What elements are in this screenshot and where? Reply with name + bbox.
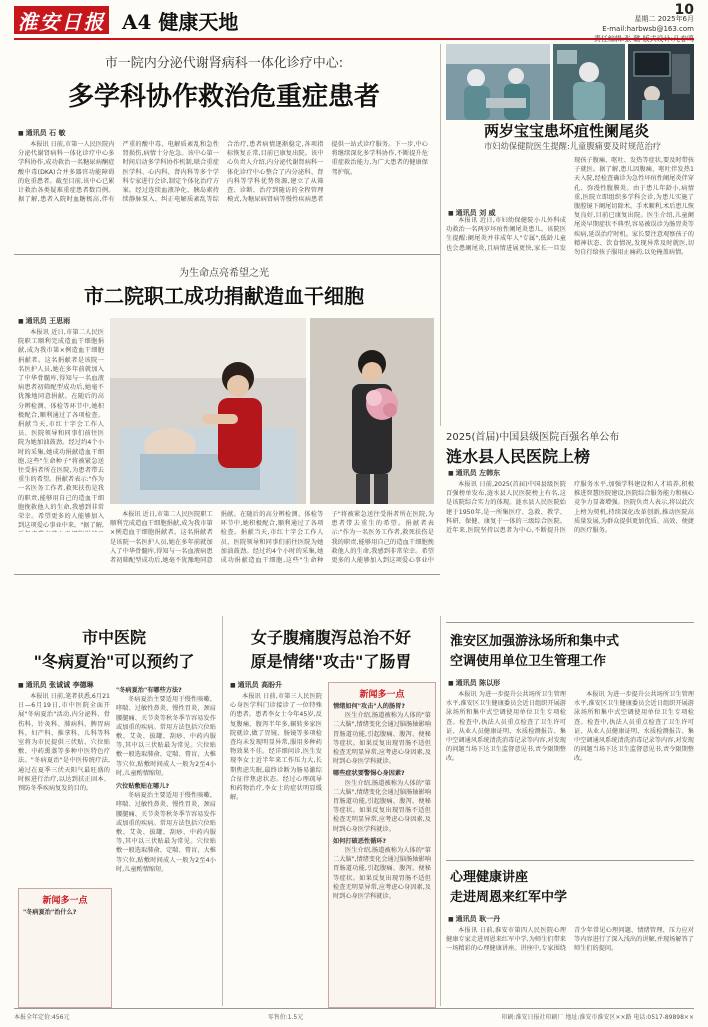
divider-c — [446, 622, 694, 623]
article7-body: 本报讯 为进一步提升公共场所卫生管理水平,淮安区卫生健康委员会近日组织开展游泳场所和集中式空调使用单位卫生专项检查。检查中,执法人员重点检查了卫生许可证、从业人员健康证明、水质检测报告、集中空调通风系统清洗消毒记录等内容,对发现的问题当场下达卫生监督意见书,责令限期整改。 本报讯 为进一步提升公共场所卫生管理水平,淮安区卫生健康委员会近日组织开展游泳场所和集中式空调使用单位卫生专项检查。检查中,执法人员重点检查了卫生许可证、从业人员健康证明、水质检测报告、集中空调通风系统清洗消毒记录等内容,对发现的问题当场下达卫生监督意见书,责令限期整改。 — [446, 691, 694, 763]
article3-photo-main — [110, 318, 306, 504]
column-divider-3 — [440, 616, 441, 1006]
article1-body: 本报讯 日前,市第一人民医院内分泌代谢肾病科一体化诊疗中心多学科协作,成功救治一名糖尿病酮症酸中毒(DKA)合并多器官功能障碍的危重患者。截至目前,该中心已累计救治各类疑难重症患者数百例。据了解,患者入院时血糖极高,伴有严重的酸中毒、电解质紊乱和急性肾损伤,病情十分危急。该中心第一时间启动多学科协作机制,联合重症医学科、心内科、肾内科等多个学科专家进行会诊,制定个体化治疗方案。经过连续血液净化、胰岛素持续静脉泵入、纠正电解质紊乱等综合治疗,患者病情逐渐稳定,各项指标恢复正常,目前已康复出院。该中心负责人介绍,内分泌代谢肾病科一体化诊疗中心整合了内分泌科、肾内科等学科优势资源,建立了从筛查、诊断、治疗到随访的全程管理模式,为糖尿病肾病等慢性疾病患者提供一站式诊疗服务。下一步,中心将继续深化多学科协作,不断提升危重症救治能力,为广大患者的健康保驾护航。 — [18, 141, 428, 204]
article8-headline-line2: 走进周恩来红军中学 — [450, 890, 568, 905]
article7-headline-line1: 淮安区加强游泳场所和集中式 — [450, 634, 620, 649]
divider-b — [14, 574, 440, 575]
article6-headline — [226, 626, 436, 674]
footer-price: 本报全年定价:456元 — [14, 1014, 70, 1021]
article3-headline: 市二院职工成功捐献造血干细胞 — [84, 284, 364, 308]
article6-sidebar-q3: 如何打破恶性循环? — [333, 837, 387, 845]
article3-kicker: 为生命点亮希望之光 — [179, 268, 269, 279]
edition-title: A4 健康天地 — [122, 10, 239, 34]
article2-subhead: 市妇幼保健院医生提醒:儿童腹痛要及时规范治疗 — [484, 141, 662, 151]
article3-byline: ■ 通讯员 王思雨 — [18, 316, 70, 326]
article5-sidebar-column: "冬病夏治"有哪些方法? 冬病夏治主要适用于慢性咳嗽、哮喘、过敏性鼻炎、慢性胃炎、颈肩腰腿痛、关节炎等秋冬季节容易发作或加重的疾病。常用方法包括穴位贴敷、艾灸、拔罐、刮痧、中药内服等,其中以三伏贴最为常见。穴位贴敷一般选取肺俞、定喘、膏肓、大椎等穴位,贴敷时间成人一般为2至4小时,儿童酌情缩短。 穴位贴敷贴在哪儿? 冬病夏治主要适用于慢性咳嗽、哮喘、过敏性鼻炎、慢性胃炎、颈肩腰腿痛、关节炎等秋冬季节容易发作或加重的疾病。常用方法包括穴位贴敷、艾灸、拔罐、刮痧、中药内服等,其中以三伏贴最为常见。穴位贴敷一般选取肺俞、定喘、膏肓、大椎等穴位,贴敷时间成人一般为2至4小时,儿童酌情缩短。 — [116, 687, 216, 873]
divider-d — [446, 860, 694, 861]
article2-photo-left — [446, 44, 550, 120]
article6-body: 本报讯 日前,市第三人民医院心身医学科门诊接诊了一位特殊的患者。患者李女士今年45岁,反复腹痛、腹泻半年多,辗转多家医院就诊,做了胃镜、肠镜等多项检查均未发现明显异常,服用多种药物效果不佳。经详细问诊,医生发现李女士近半年来工作压力大,长期焦虑失眠,最终诊断为肠易激综合征伴焦虑状态。经过心理疏导和药物治疗,李女士的症状明显缓解。 — [230, 693, 322, 802]
footer-retail: 零售价:1.5元 — [267, 1014, 304, 1021]
article5-sidebar-q2: "冬病夏治"有哪些方法? — [116, 687, 182, 694]
column-divider-2 — [222, 616, 223, 1006]
article2-photo-mid — [553, 44, 625, 120]
article5-sidebar-box — [18, 888, 112, 1008]
footer — [14, 1012, 694, 1021]
article5-sidebar-q1: "冬病夏治"治什么? — [23, 909, 77, 916]
article2-photo-right — [628, 44, 694, 120]
article8-byline: ■ 通讯员 耿一丹 — [448, 914, 500, 924]
article8-headline-line1: 心理健康讲座 — [450, 870, 529, 885]
article1-kicker: 市一院内分泌代谢肾病科一体化诊疗中心: — [104, 56, 344, 71]
article6-sidebar-q2: 哪些症状要警惕心身因素? — [333, 770, 405, 778]
article4-byline: ■ 通讯员 左韩东 — [448, 468, 500, 478]
article8-body: 本报讯 日前,淮安市第四人民医院心理健康专家走进周恩来红军中学,为师生们带来一场精彩的心理健康讲座。讲座中,专家围绕青少年常见心理问题、情绪管理、压力应对等内容进行了深入浅出的讲解,并现场解答了师生们的提问。 — [446, 927, 694, 953]
article6-sidebar-box — [328, 682, 436, 1008]
article4-kicker: 2025(首届)中国县级医院百强名单公布 — [446, 432, 620, 443]
column-divider — [440, 44, 441, 426]
divider-a — [14, 254, 440, 255]
article6-byline: ■ 通讯员 高盼升 — [230, 680, 282, 690]
article3-photo-side — [310, 318, 434, 504]
article2-body: 本报讯 近日,市妇幼保健院小儿外科成功救治一名两岁坏疽性阑尾炎患儿。该院医生提醒:阑尾炎并非成年人"专属",低龄儿童也会患阑尾炎,且病情进展更快,家长一旦发现孩子腹痛、呕吐、发热等症状,要及时带孩子就医。据了解,患儿因腹痛、呕吐伴发热1天入院,经检查确诊为急性坏疽性阑尾炎伴穿孔、弥漫性腹膜炎。由于患儿年龄小,病情重,医院立即组织多学科会诊,为患儿实施了腹腔镜下阑尾切除术。手术顺利,术后患儿恢复良好,目前已康复出院。医生介绍,儿童阑尾炎早期症状不典型,容易被误诊为肠胃炎等疾病,延误治疗时机。家长要注意观察孩子的精神状态、饮食情况,发现异常及时就医,切勿自行给孩子服用止痛药,以免掩盖病情。 — [446, 157, 694, 257]
article6-sidebar-title: 新闻多一点 — [359, 690, 405, 700]
article5-byline: ■ 通讯员 张诚诚 李德琳 — [18, 680, 94, 690]
footer-rule — [14, 1008, 694, 1009]
article6-sidebar-content: 情绪如何"攻击"人的肠胃? 医生介绍,肠道被称为人体的"第二大脑",情绪变化会通过脑肠轴影响胃肠道功能,引起腹痛、腹泻、便秘等症状。如果反复出现胃肠不适但检查无明显异常,应考虑心身因素,及时到心身医学科就诊。 哪些症状要警惕心身因素? 医生介绍,肠道被称为人体的"第二大脑",情绪变化会通过脑肠轴影响胃肠道功能,引起腹痛、腹泻、便秘等症状。如果反复出现胃肠不适但检查无明显异常,应考虑心身因素,及时到心身医学科就诊。 如何打破恶性循环? 医生介绍,肠道被称为人体的"第二大脑",情绪变化会通过脑肠轴影响胃肠道功能,引起腹痛、腹泻、便秘等症状。如果反复出现胃肠不适但检查无明显异常,应考虑心身因素,及时到心身医学科就诊。 — [333, 703, 431, 901]
article1-headline: 多学科协作救治危重症患者 — [67, 82, 380, 112]
article5-headline-line2: "冬病夏治"可以预约了 — [33, 652, 195, 671]
article8-headline — [450, 868, 694, 908]
article2-byline: ■ 通讯员 刘 威 — [448, 208, 496, 218]
article2-headline: 两岁宝宝患坏疽性阑尾炎 — [484, 122, 650, 140]
article7-byline: ■ 通讯员 陈以形 — [448, 678, 500, 688]
article5-sidebar-q3: 穴位贴敷贴在哪儿? — [116, 783, 170, 791]
article7-headline-line2: 空调使用单位卫生管理工作 — [450, 654, 607, 669]
header-rule — [14, 38, 694, 40]
article1-byline: ■ 通讯员 石 敏 — [18, 128, 66, 138]
article6-sidebar-q1: 情绪如何"攻击"人的肠胃? — [333, 703, 405, 710]
article5-sidebar-title: 新闻多一点 — [42, 896, 88, 906]
article3-body-bottom: 本报讯 近日,市第二人民医院职工顺利完成造血干细胞捐献,成为我市第×例造血干细胞捐献者。这名捐献者是该院一名医护人员,她在多年前就加入了中华骨髓库,得知与一名血液病患者初筛配型成功后,她毫不犹豫地同意捐献。在随后的高分辨检测、体检等环节中,她积极配合,顺利通过了各项检查。捐献当天,市红十字会工作人员、医院领导和同事们前往医院为她加油鼓劲。经过约4个小时的采集,她成功捐献造血干细胞,这些"生命种子"将被紧急送往受捐者所在医院,为患者带去重生的希望。捐献者表示:"作为一名医务工作者,救死扶伤是我的职责,能够用自己的造血干细胞挽救他人的生命,我感到非常荣幸。希望更多的人能够加入到这项爱心事业中 — [110, 511, 434, 565]
header-date: 星期二 2025年6月 — [634, 15, 694, 23]
article6-headline-line2: 原是情绪"攻击"了肠胃 — [250, 652, 412, 671]
article7-headline — [450, 632, 694, 672]
page-number: 10 — [674, 2, 694, 18]
article3-body-left: 本报讯 近日,市第二人民医院职工顺利完成造血干细胞捐献,成为我市第×例造血干细胞捐献者。这名捐献者是该院一名医护人员,她在多年前就加入了中华骨髓库,得知与一名血液病患者初筛配型成功后,她毫不犹豫地同意捐献。在随后的高分辨检测、体检等环节中,她积极配合,顺利通过了各项检查。捐献当天,市红十字会工作人员、医院领导和同事们前往医院为她加油鼓劲。经过约4个小时的采集,她成功捐献造血干细胞,这些"生命种子"将被紧急送往受捐者所在医院,为患者带去重生的希望。捐献者表示:"作为一名医务工作者,救死扶伤是我的职责,能够用自己的造血干细胞挽救他人的生命,我感到非常荣幸。希望更多的人能够加入到这项爱心事业中来。"据了解, — [18, 329, 104, 530]
masthead: 淮安日报 — [14, 6, 109, 34]
article5-headline-line1: 市中医院 — [81, 628, 146, 647]
article5-headline — [14, 626, 214, 674]
header-email: E-mail:harbwsb@163.com — [602, 25, 694, 33]
article4-headline: 涟水县人民医院上榜 — [446, 447, 591, 466]
article4-body: 本报讯 日前,2025(首届)中国县级医院百强榜单发布,涟水县人民医院榜上有名,这是该院综合实力的体现。涟水县人民医院始建于1950年,是一所集医疗、急救、教学、科研、保健、康复于一体的三级综合医院。近年来,医院坚持以患者为中心,不断提升医疗服务水平,加强学科建设和人才培养,积极推进智慧医院建设,医院综合服务能力和核心竞争力显著增强。医院负责人表示,将以此次上榜为契机,持续深化改革创新,推动医院高质量发展,为群众提供更加优质、高效、便捷的医疗服务。 — [446, 481, 694, 535]
article6-headline-line1: 女子腹痛腹泻总治不好 — [250, 628, 411, 647]
footer-printer: 印刷:淮安日报社印刷厂 地址:淮安市淮安区××路 电话:0517-89898×× — [501, 1014, 694, 1021]
article5-body: 本报讯 日前,笔者获悉,6月21日—6月19日,市中医院全面开展"冬病夏治"活动,内分泌科、骨伤科、针灸科、肺病科、脾胃病科、妇产科、推拿科、儿科等科室将为市民提供三伏贴、穴位贴敷、中药熏蒸等多种中医特色疗法。"冬病夏治"是中医传统疗法,通过在夏季三伏天阳气最旺盛的时候进行治疗,以达到扶正固本、预防冬季疾病复发的目的。 — [18, 693, 110, 793]
